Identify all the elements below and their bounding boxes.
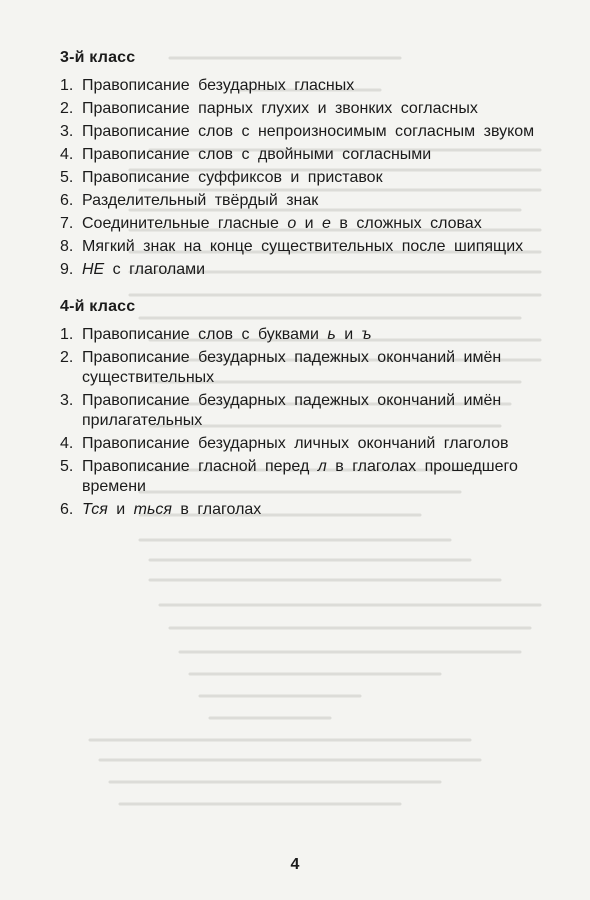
item-number: 5. (60, 169, 74, 186)
italic-letter: ъ (361, 326, 372, 343)
item-text: Правописание безударных личных окончаний глаголов (82, 435, 509, 452)
item-text: Правописание слов с двойными согласными (82, 146, 432, 163)
item-number: 2. (60, 100, 74, 117)
text-segment: и (335, 326, 362, 343)
item-text: Правописание парных глухих и звонких согласных (82, 100, 478, 117)
item-text: Правописание слов с непроизносимым согласным звуком (82, 123, 535, 140)
list-item (60, 168, 560, 188)
item-number: 4. (60, 435, 74, 452)
text-segment: Правописание слов с буквами (82, 326, 328, 343)
text-segment: Правописание гласной перед (82, 458, 318, 475)
item-number: 1. (60, 77, 74, 94)
item-text: Правописание безударных гласных (82, 77, 355, 94)
list-item (60, 348, 560, 388)
item-number: 5. (60, 458, 74, 475)
item-number: 9. (60, 261, 74, 278)
list-item (60, 391, 560, 431)
grade-4-topic-list (60, 325, 560, 520)
item-text: Правописание безударных падежных окончаний имён прилагательных (82, 392, 502, 429)
list-item (60, 457, 560, 497)
item-number: 7. (60, 215, 74, 232)
item-number: 3. (60, 392, 74, 409)
item-text: Правописание безударных падежных окончаний имён существительных (82, 349, 502, 386)
item-number: 4. (60, 146, 74, 163)
item-text (82, 500, 560, 520)
item-text (82, 260, 560, 280)
item-text: Разделительный твёрдый знак (82, 192, 319, 209)
italic-letter: л (317, 458, 327, 475)
item-text (82, 325, 560, 345)
text-segment: в глаголах (171, 501, 262, 518)
item-text (82, 457, 560, 497)
italic-word: Тся (82, 501, 108, 518)
list-item (60, 260, 560, 280)
italic-letter: е (322, 215, 331, 232)
text-segment: Соединительные гласные (82, 215, 288, 232)
list-item (60, 434, 560, 454)
page-content (60, 48, 560, 523)
item-text: Правописание суффиксов и приставок (82, 169, 383, 186)
list-item (60, 76, 560, 96)
grade-3-topic-list (60, 76, 560, 280)
italic-word: ться (133, 501, 172, 518)
italic-letter: ь (327, 326, 336, 343)
grade-3-heading: 3-й класс (60, 49, 136, 66)
list-item (60, 500, 560, 520)
text-segment: в глаголах прошедшего времени (82, 458, 518, 495)
list-item (60, 99, 560, 119)
list-item (60, 145, 560, 165)
italic-word: НЕ (82, 261, 105, 278)
list-item (60, 214, 560, 234)
list-item (60, 237, 560, 257)
item-number: 6. (60, 192, 74, 209)
text-segment: в сложных словах (330, 215, 482, 232)
list-item (60, 325, 560, 345)
list-item (60, 191, 560, 211)
item-text (82, 214, 560, 234)
item-number: 8. (60, 238, 74, 255)
item-number: 2. (60, 349, 74, 366)
text-segment: с глаголами (104, 261, 206, 278)
item-number: 1. (60, 326, 74, 343)
page-number: 4 (290, 856, 300, 873)
item-text: Мягкий знак на конце существительных после шипящих (82, 238, 524, 255)
text-segment: и (296, 215, 323, 232)
text-segment: и (107, 501, 134, 518)
list-item (60, 122, 560, 142)
italic-letter: о (287, 215, 297, 232)
grade-4-heading: 4-й класс (60, 298, 136, 315)
item-number: 6. (60, 501, 74, 518)
item-number: 3. (60, 123, 74, 140)
